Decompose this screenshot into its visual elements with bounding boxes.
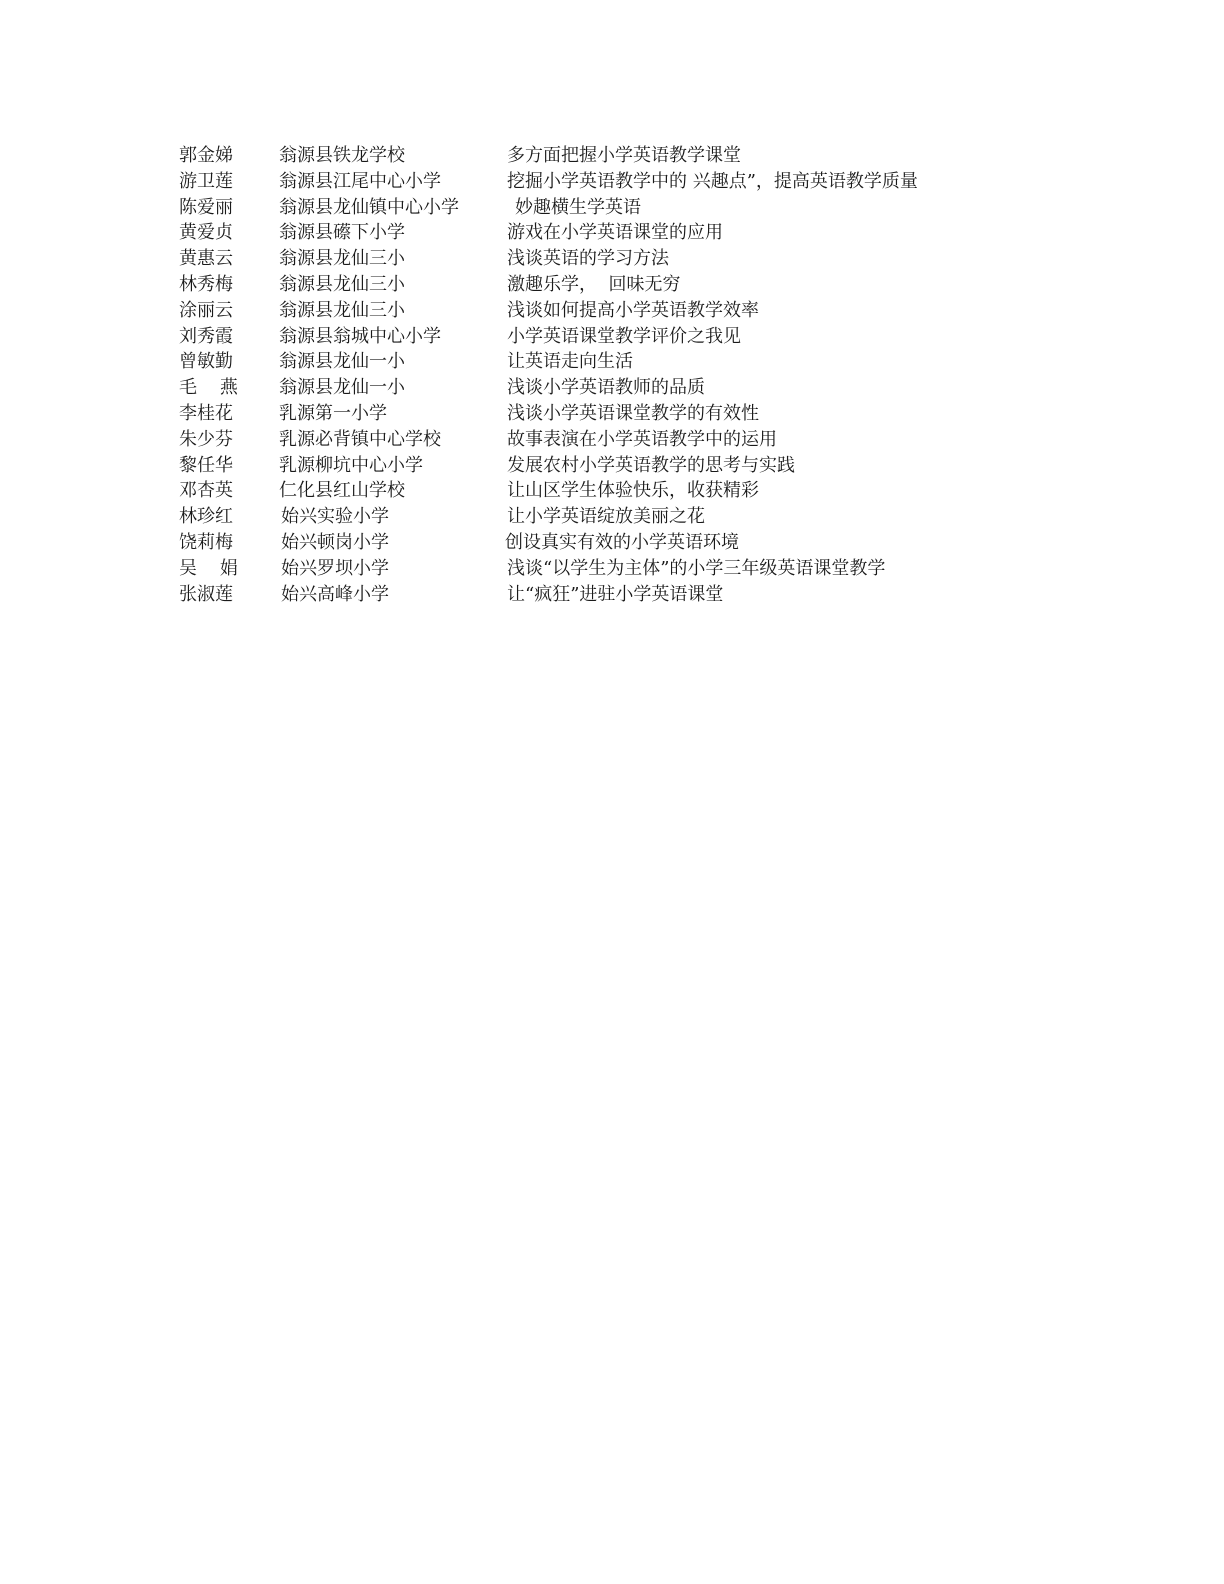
entry-school: 翁源县龙仙一小 bbox=[279, 377, 405, 399]
entry-title: 多方面把握小学英语教学课堂 bbox=[507, 145, 741, 166]
list-item bbox=[179, 530, 1059, 556]
entry-title: 浅谈英语的学习方法 bbox=[507, 248, 669, 270]
list-item bbox=[179, 220, 1059, 246]
list-item bbox=[179, 556, 1059, 582]
entry-title: 让英语走向生活 bbox=[507, 351, 633, 373]
entry-title: 浅谈小学英语课堂教学的有效性 bbox=[507, 402, 759, 424]
entry-school: 翁源县龙仙一小 bbox=[279, 351, 405, 373]
entry-name: 涂丽云 bbox=[179, 299, 233, 321]
entry-title: 挖掘小学英语教学中的 兴趣点”，提高英语教学质量 bbox=[507, 170, 918, 192]
entry-title: 小学英语课堂教学评价之我见 bbox=[507, 325, 741, 347]
list-item bbox=[179, 324, 1059, 350]
entry-school: 乳源必背镇中心学校 bbox=[279, 428, 441, 450]
entry-school: 翁源县龙仙镇中心小学 bbox=[279, 196, 459, 218]
entry-name: 朱少芬 bbox=[179, 428, 233, 450]
entry-name: 黄爱贞 bbox=[179, 222, 233, 244]
entry-title: 浅谈如何提高小学英语教学效率 bbox=[507, 299, 759, 321]
list-item bbox=[179, 169, 1059, 195]
entry-school: 翁源县江尾中心小学 bbox=[279, 170, 441, 192]
entry-name: 刘秀霞 bbox=[179, 325, 233, 347]
entry-school: 翁源县翁城中心小学 bbox=[279, 325, 441, 347]
entry-name: 张淑莲 bbox=[179, 583, 233, 605]
list-item bbox=[179, 427, 1059, 453]
entry-name: 吴 娟 bbox=[179, 557, 238, 579]
entry-school: 乳源第一小学 bbox=[279, 402, 387, 424]
entry-name: 游卫莲 bbox=[179, 170, 233, 192]
list-item bbox=[179, 246, 1059, 272]
entry-name: 饶莉梅 bbox=[179, 531, 233, 553]
entry-school: 仁化县红山学校 bbox=[279, 480, 405, 502]
entry-school: 翁源县龙仙三小 bbox=[279, 248, 405, 270]
entry-name: 李桂花 bbox=[179, 402, 233, 424]
entry-title: 故事表演在小学英语教学中的运用 bbox=[507, 428, 777, 450]
list-item bbox=[179, 195, 1059, 221]
entry-list bbox=[179, 143, 1059, 607]
entry-title: 妙趣横生学英语 bbox=[515, 196, 641, 218]
entry-school: 始兴顿岗小学 bbox=[281, 531, 389, 553]
entry-school: 翁源县龙仙三小 bbox=[279, 273, 405, 295]
list-item bbox=[179, 478, 1059, 504]
list-item bbox=[179, 504, 1059, 530]
list-item bbox=[179, 143, 1059, 169]
entry-title: 浅谈小学英语教师的品质 bbox=[507, 377, 705, 399]
entry-name: 曾敏勤 bbox=[179, 351, 233, 373]
entry-school: 始兴罗坝小学 bbox=[281, 557, 389, 579]
entry-title: 激趣乐学， 回味无穷 bbox=[507, 273, 681, 295]
entry-title: 让“疯狂”进驻小学英语课堂 bbox=[507, 583, 724, 605]
entry-name: 林秀梅 bbox=[179, 273, 233, 295]
entry-name: 毛 燕 bbox=[179, 377, 238, 399]
list-item bbox=[179, 272, 1059, 298]
entry-name: 林珍红 bbox=[179, 506, 233, 528]
entry-school: 翁源县铁龙学校 bbox=[279, 145, 405, 166]
entry-name: 郭金娣 bbox=[179, 145, 233, 166]
list-item bbox=[179, 298, 1059, 324]
entry-name: 陈爱丽 bbox=[179, 196, 233, 218]
entry-title: 让小学英语绽放美丽之花 bbox=[507, 506, 705, 528]
entry-title: 让山区学生体验快乐，收获精彩 bbox=[507, 480, 759, 502]
entry-school: 翁源县礤下小学 bbox=[279, 222, 405, 244]
list-item bbox=[179, 582, 1059, 608]
entry-title: 发展农村小学英语教学的思考与实践 bbox=[507, 454, 795, 476]
entry-name: 黄惠云 bbox=[179, 248, 233, 270]
list-item bbox=[179, 453, 1059, 479]
entry-school: 始兴高峰小学 bbox=[281, 583, 389, 605]
list-item bbox=[179, 375, 1059, 401]
entry-name: 邓杏英 bbox=[179, 480, 233, 502]
list-item bbox=[179, 401, 1059, 427]
entry-title: 创设真实有效的小学英语环境 bbox=[505, 531, 739, 553]
list-item bbox=[179, 349, 1059, 375]
entry-school: 翁源县龙仙三小 bbox=[279, 299, 405, 321]
entry-school: 始兴实验小学 bbox=[281, 506, 389, 528]
entry-school: 乳源柳坑中心小学 bbox=[279, 454, 423, 476]
entry-title: 浅谈“以学生为主体”的小学三年级英语课堂教学 bbox=[507, 557, 886, 579]
entry-name: 黎任华 bbox=[179, 454, 233, 476]
entry-title: 游戏在小学英语课堂的应用 bbox=[507, 222, 723, 244]
